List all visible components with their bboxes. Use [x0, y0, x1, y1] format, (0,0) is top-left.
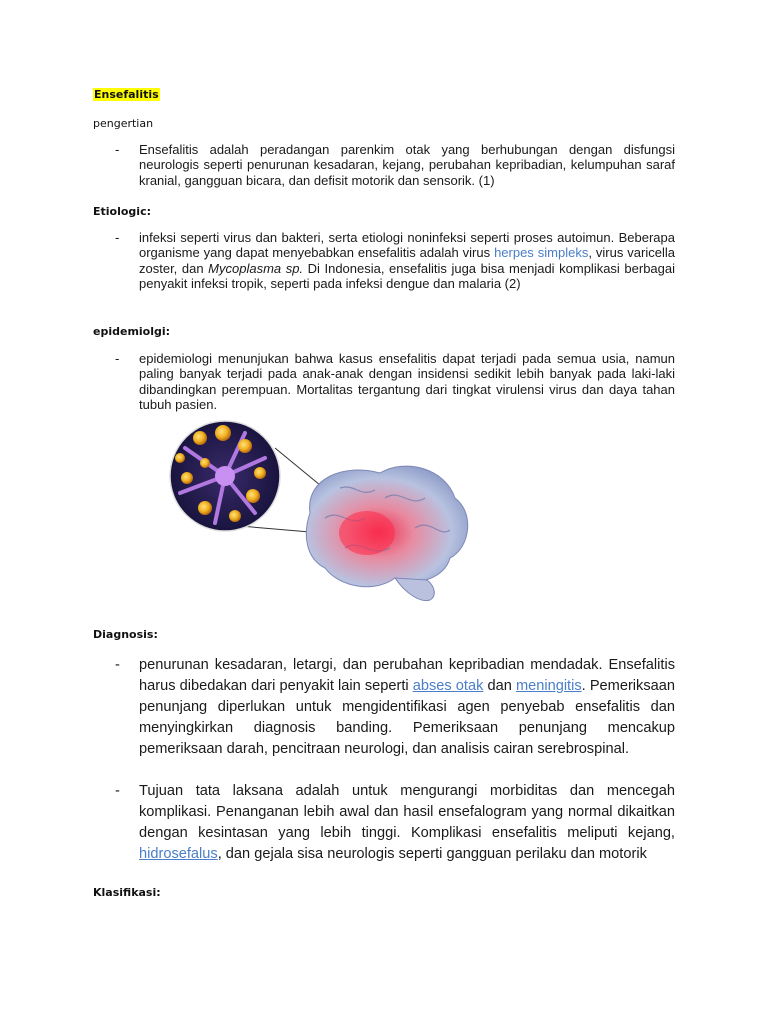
heading-klasifikasi: Klasifikasi:	[93, 886, 161, 899]
encephalitis-illustration	[145, 418, 475, 618]
diagnosis-item1-c: . Pemeriksaan penunjang diperlukan untuk mengidentifikasi agen penyebab ensefalitis dan menyingkirkan diagnosis banding. Pemeriksaan penunjang mencakup pemeriksaan darah, pencitraan neurologi, dan analisis cairan serebrospinal.	[139, 678, 675, 758]
hidrosefalus-link[interactable]: hidrosefalus	[139, 846, 218, 863]
list-item-epidemiologi	[115, 351, 675, 412]
heading-diagnosis: Diagnosis:	[93, 628, 158, 641]
document-title	[93, 88, 160, 101]
bullet-dash: -	[115, 657, 120, 673]
diagnosis-item1-b: dan	[483, 678, 516, 695]
mycoplasma-italic: Mycoplasma sp.	[208, 260, 304, 276]
diagnosis-item2-b: , dan gejala sisa neurologis seperti gangguan perilaku dan motorik	[217, 846, 647, 863]
etiologic-text-b: , virus varicella zoster, dan	[139, 245, 675, 276]
bullet-dash: -	[115, 351, 120, 366]
epidemiologi-text: epidemiologi menunjukan bahwa kasus ensefalitis dapat terjadi pada semua usia, namun paling banyak terjadi pada anak-anak dengan insidensi sedikit lebih banyak pada laki-laki dibandingkan perempuan. Mortalitas tergantung dari tingkat virulensi virus dan daya tahan tubuh pasien.	[139, 351, 675, 412]
virus-closeup-icon	[170, 421, 280, 531]
title-highlight: Ensefalitis	[94, 88, 159, 101]
diagnosis-item2-text	[139, 781, 675, 865]
heading-etiologic: Etiologic:	[93, 205, 151, 218]
meningitis-link[interactable]: meningitis	[515, 678, 582, 695]
bullet-dash: -	[115, 783, 120, 799]
etiologic-text-c: Di Indonesia, ensefalitis juga bisa menjadi komplikasi berbagai penyakit infeksi tropik, seperti pada infeksi dengue dan malaria (2)	[139, 260, 675, 291]
etiologic-text	[139, 230, 675, 291]
abses-otak-link[interactable]: abses otak	[412, 678, 484, 695]
herpes-simpleks-link[interactable]: herpes simpleks	[494, 245, 589, 261]
heading-pengertian: pengertian	[93, 117, 154, 130]
brain-icon	[306, 466, 467, 600]
diagnosis-item2-a: Tujuan tata laksana adalah untuk mengurangi morbiditas dan mencegah komplikasi. Penanganan lebih awal dan hasil ensefalogram yang normal dikaitkan dengan kesintasan yang lebih tinggi. Komplikasi ensefalitis meliputi kejang,	[139, 783, 675, 842]
diagnosis-item1-text	[139, 655, 675, 760]
list-item-etiologic	[115, 230, 675, 291]
bullet-dash: -	[115, 142, 120, 157]
bullet-dash: -	[115, 230, 120, 245]
list-item-pengertian	[115, 142, 675, 188]
list-item-diagnosis-1	[115, 655, 675, 760]
pengertian-text: Ensefalitis adalah peradangan parenkim otak yang berhubungan dengan disfungsi neurologis seperti penurunan kesadaran, kejang, perubahan kepribadian, kelumpuhan saraf kranial, gangguan bicara, dan defisit motorik dan sensorik. (1)	[139, 142, 675, 188]
etiologic-text-a: infeksi seperti virus dan bakteri, serta etiologi noninfeksi seperti proses autoimun. Beberapa organisme yang dapat menyebabkan ensefalitis adalah virus	[139, 230, 675, 261]
list-item-diagnosis-2	[115, 781, 675, 865]
heading-epidemiologi: epidemiolgi:	[93, 325, 171, 338]
diagnosis-item1-a: penurunan kesadaran, letargi, dan perubahan kepribadian mendadak. Ensefalitis harus dibedakan dari penyakit lain seperti	[139, 657, 675, 695]
